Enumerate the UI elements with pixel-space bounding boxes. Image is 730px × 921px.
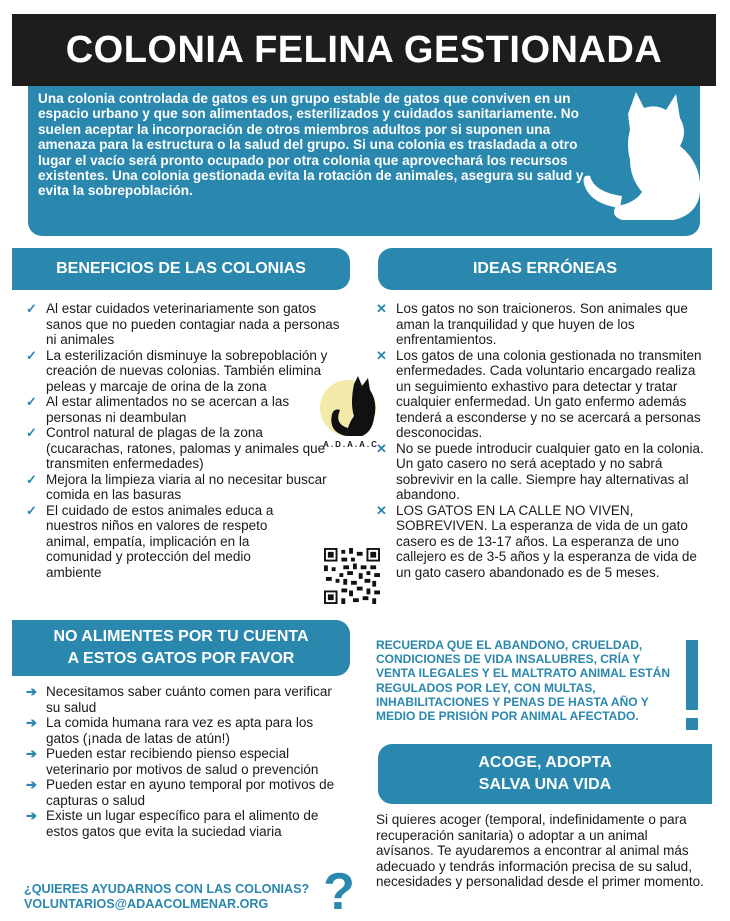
adopt-heading-line2: SALVA UNA VIDA [478, 776, 612, 793]
intro-text: Una colonia controlada de gatos es un grupo estable de gatos que conviven en un espacio urbano y que son alimentados, esterilizados y cuidados sanitariamente. No suelen aceptar la incorporación de otros miembros adultos por si suponen una amenaza para la estructura o la salud del grupo. Si una colonia es trasladada a otro lugar el vacío será pronto ocupado por otra colonia que aprovechará los recursos existentes. Una colonia gestionada evita la rotación de animales, asegura su salud y evita la sobrepoblación. [38, 91, 584, 199]
arrow-right-icon: ➔ [26, 746, 37, 761]
adopt-heading-line1: ACOGE, ADOPTA [478, 754, 612, 771]
benefit-text: La esterilización disminuye la sobrepoblación y creación de nuevas colonias. También elimina peleas y marcaje de orina de la zona [46, 347, 328, 394]
list-item [24, 348, 340, 395]
logo-acronym: A.D.A.A.C [323, 440, 379, 449]
checkmark-icon: ✓ [26, 502, 37, 518]
list-item [24, 472, 340, 503]
benefit-text: El cuidado de estos animales educa a nuestros niños en valores de respeto animal, empatía, implicación en la comunidad y protección del medio ambiente [46, 502, 274, 580]
adopt-heading [378, 744, 712, 804]
list-item [374, 301, 704, 348]
checkmark-icon: ✓ [26, 347, 37, 363]
cat-silhouette-icon [570, 74, 710, 224]
adopt-text: Si quieres acoger (temporal, indefinidamente o para recuperación sanitaria) o adoptar a un animal avísanos. Te ayudaremos a encontrar al animal más adecuado y tendrás información precisa de su salud, necesidades y personalidad desde el primer momento. [376, 812, 704, 889]
idea-text: LOS GATOS EN LA CALLE NO VIVEN, SOBREVIVEN. La esperanza de vida de un gato casero es de 13-17 años. La esperanza de uno callejero es de 3-5 años y la esperanza de vida de un gato casero abandonado es de 5 meses. [396, 502, 697, 580]
arrow-right-icon: ➔ [26, 777, 37, 792]
checkmark-icon: ✓ [26, 301, 37, 316]
help-question: ¿QUIERES AYUDARNOS CON LAS COLONIAS? [24, 882, 310, 896]
checkmark-icon: ✓ [26, 471, 37, 487]
list-item [24, 301, 340, 348]
cross-icon: ✕ [376, 440, 387, 456]
benefit-text: Mejora la limpieza viaria al no necesitar buscar comida en las basuras [46, 471, 327, 502]
list-item [24, 777, 344, 808]
benefit-text: Control natural de plagas de la zona (cucarachas, ratones, palomas y animales que transmiten enfermedades) [46, 425, 326, 471]
benefits-heading: BENEFICIOS DE LAS COLONIAS [12, 248, 350, 290]
help-contact [24, 882, 334, 912]
arrow-right-icon: ➔ [26, 715, 37, 730]
ideas-heading: IDEAS ERRÓNEAS [378, 248, 712, 290]
cross-icon: ✕ [376, 502, 387, 518]
cross-icon: ✕ [376, 347, 387, 363]
feeding-list [24, 684, 344, 839]
list-item [24, 746, 344, 777]
list-item [24, 684, 344, 715]
benefit-text: Al estar alimentados no se acercan a las personas ni deambulan [46, 394, 290, 425]
arrow-right-icon: ➔ [26, 684, 37, 699]
list-item [24, 503, 340, 581]
feeding-text: Necesitamos saber cuánto comen para verificar su salud [46, 684, 332, 715]
list-item [24, 425, 340, 472]
arrow-right-icon: ➔ [26, 808, 37, 823]
question-mark-icon: ? [323, 863, 355, 921]
benefit-text: Al estar cuidados veterinariamente son gatos sanos que no pueden contagiar nada a personas ni animales [46, 301, 340, 347]
qr-code[interactable] [324, 548, 380, 604]
feeding-text: Pueden estar recibiendo pienso especial veterinario por motivos de salud o prevención [46, 746, 319, 777]
feeding-heading-line1: NO ALIMENTES POR TU CUENTA [53, 628, 309, 645]
idea-text: Los gatos de una colonia gestionada no transmiten enfermedades. Cada voluntario encargado realiza un seguimiento exhastivo para detectar y tratar cualquier enfermedad. Un gato enfermo además tenderá a esconderse y no se acercará a personas desconocidas. [396, 347, 702, 440]
feeding-heading-line2: A ESTOS GATOS POR FAVOR [67, 650, 295, 667]
feeding-text: Pueden estar en ayuno temporal por motivos de capturas o salud [46, 777, 335, 808]
list-item [24, 715, 344, 746]
legal-warning: RECUERDA QUE EL ABANDONO, CRUELDAD, CONDICIONES DE VIDA INSALUBRES, CRÍA Y VENTA ILEGALES Y EL MALTRATO ANIMAL ESTÁN REGULADOS POR LEY, CON MULTAS, INHABILITACIONES Y PENAS DE HASTA AÑO Y MEDIO DE PRISIÓN POR ANIMAL AFECTADO. [376, 638, 671, 724]
checkmark-icon: ✓ [26, 394, 37, 409]
checkmark-icon: ✓ [26, 425, 37, 440]
feeding-heading [12, 620, 350, 676]
idea-text: Los gatos no son traicioneros. Son animales que aman la tranquilidad y que huyen de los enfrentamientos. [396, 301, 688, 347]
exclamation-icon [682, 640, 702, 734]
benefits-list [24, 301, 340, 580]
list-item [374, 503, 704, 581]
feeding-text: Existe un lugar específico para el alimento de estos gatos que evita la suciedad viaria [46, 808, 319, 839]
list-item [374, 441, 704, 503]
volunteer-email-link[interactable]: VOLUNTARIOS@ADAACOLMENAR.ORG [24, 897, 269, 911]
feeding-text: La comida humana rara vez es apta para los gatos (¡nada de latas de atún!) [46, 715, 314, 746]
ideas-list [374, 301, 704, 580]
idea-text: No se puede introducir cualquier gato en la colonia. Un gato casero no será aceptado y no sabrá sobrevivir en la calle. Siempre hay alternativas al abandono. [396, 440, 704, 502]
list-item [374, 348, 704, 441]
list-item [24, 808, 344, 839]
list-item [24, 394, 340, 425]
cross-icon: ✕ [376, 301, 387, 316]
page-title: COLONIA FELINA GESTIONADA [65, 29, 663, 71]
